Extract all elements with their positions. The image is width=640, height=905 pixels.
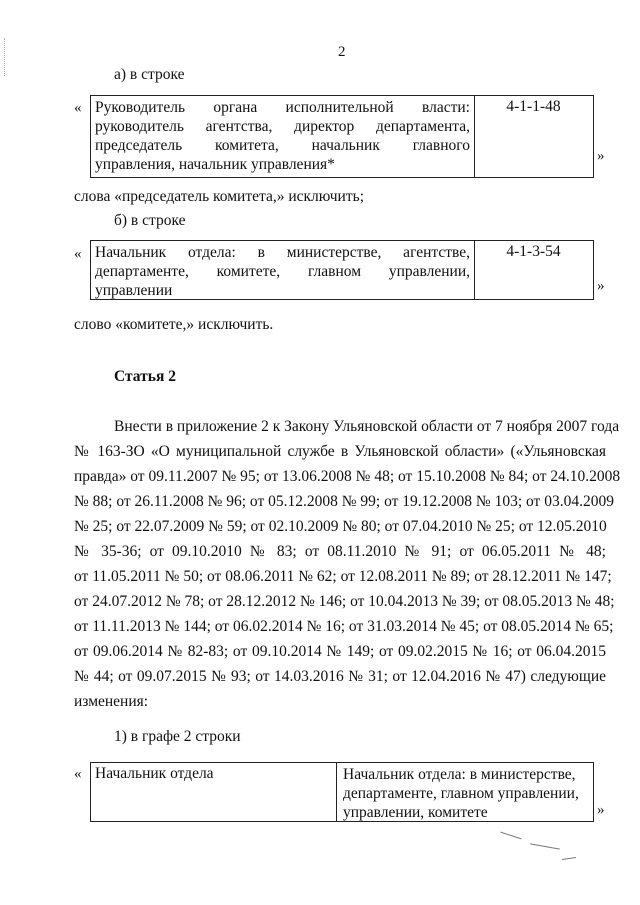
table-b-close-quote: » <box>597 278 605 294</box>
article-line: от 24.07.2012 № 78; от 28.12.2012 № 146; от 10.04.2013 № 39; от 08.05.2013 № 48; <box>74 593 615 610</box>
table-b-open-quote: « <box>74 246 82 262</box>
article-line: изменения: <box>74 693 149 710</box>
article-line: № 88; от 26.11.2008 № 96; от 05.12.2008 № 99; от 19.12.2008 № 103; от 03.04.2009 <box>74 493 614 510</box>
table-a-line: Руководитель органа исполнительной власти: <box>95 99 470 116</box>
article-line: Внести в приложение 2 к Закону Ульяновской области от 7 ноября 2007 года <box>114 418 620 435</box>
table-b-line: департаменте, комитете, главном управлении, <box>95 263 470 280</box>
article-line: от 11.05.2011 № 50; от 08.06.2011 № 62; от 12.08.2011 № 89; от 28.12.2011 № 147; <box>74 568 612 585</box>
table-c-line: управлении, комитете <box>343 804 488 821</box>
page-number: 2 <box>338 44 346 60</box>
table-a-code-cell <box>474 96 593 177</box>
table-b-line: управлении <box>95 282 173 299</box>
table-a-open-quote: « <box>74 100 82 116</box>
table-b-code: 4-1-3-54 <box>506 243 561 260</box>
article-heading: Статья 2 <box>114 368 176 385</box>
article-line: № 35-36; от 09.10.2010 № 83; от 08.11.2010 № 91; от 06.05.2011 № 48; <box>74 543 606 560</box>
handwritten-mark <box>562 857 576 860</box>
article-line: № 44; от 09.07.2015 № 93; от 14.03.2016 № 31; от 12.04.2016 № 47) следующие <box>74 668 606 685</box>
article-line: № 163-ЗО «О муниципальной службе в Ульяновской области» («Ульяновская <box>74 443 606 460</box>
table-a-line: председатель комитета, начальник главного <box>95 137 470 154</box>
table-b-code-cell <box>474 241 593 299</box>
item-1-label: 1) в графе 2 строки <box>114 728 241 745</box>
table-a-line: управления, начальник управления* <box>95 156 335 173</box>
table-c-open-quote: « <box>74 766 82 782</box>
after-a-text: слова «председатель комитета,» исключить; <box>74 188 364 205</box>
table-c-close-quote: » <box>597 802 605 818</box>
table-a <box>90 95 594 178</box>
table-a-position-cell <box>91 96 475 177</box>
table-c-left-text: Начальник отдела <box>95 765 214 782</box>
scan-margin-mark <box>4 38 6 76</box>
article-line: № 25; от 22.07.2009 № 59; от 02.10.2009 № 80; от 07.04.2010 № 25; от 12.05.2010 <box>74 518 607 535</box>
item-b-label: б) в строке <box>114 212 186 229</box>
table-b-line: Начальник отдела: в министерстве, агентстве, <box>95 244 470 261</box>
after-b-text: слово «комитете,» исключить. <box>74 316 274 333</box>
article-line: от 11.11.2013 № 144; от 06.02.2014 № 16; от 31.03.2014 № 45; от 08.05.2014 № 65; <box>74 618 614 635</box>
table-c-right-cell <box>337 763 593 821</box>
table-c-line: департаменте, главном управлении, <box>343 785 579 802</box>
article-line: от 09.06.2014 № 82-83; от 09.10.2014 № 149; от 09.02.2015 № 16; от 06.04.2015 <box>74 643 606 660</box>
article-line: правда» от 09.11.2007 № 95; от 13.06.2008 № 48; от 15.10.2008 № 84; от 24.10.2008 <box>74 468 621 485</box>
table-a-code: 4-1-1-48 <box>506 98 561 115</box>
table-a-line: руководитель агентства, директор департамента, <box>95 118 470 135</box>
table-b-position-cell <box>91 241 475 299</box>
table-a-close-quote: » <box>597 148 605 164</box>
table-c-line: Начальник отдела: в министерстве, <box>343 766 576 783</box>
handwritten-mark <box>530 843 560 849</box>
handwritten-mark <box>500 832 521 840</box>
table-c-left-cell <box>91 763 337 821</box>
table-b <box>90 240 594 300</box>
item-a-label: а) в строке <box>114 66 185 83</box>
table-c <box>90 762 594 822</box>
